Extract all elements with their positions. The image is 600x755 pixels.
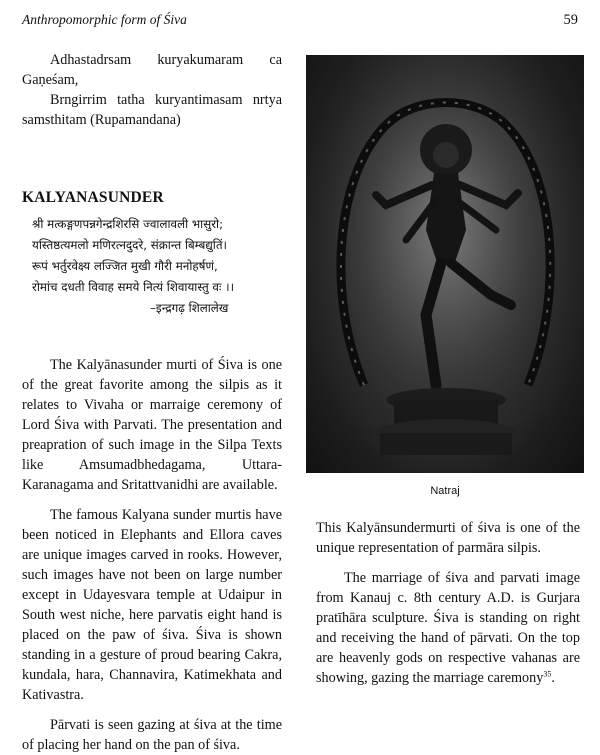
natraj-photo <box>306 55 584 473</box>
sanskrit-verse <box>22 214 282 319</box>
running-title: Anthropomorphic form of Śiva <box>22 12 187 27</box>
right-column <box>316 518 580 688</box>
verse-line: Brngirrim tatha kuryantimasam nrtya samsthitam (Rupamandana) <box>22 92 282 128</box>
verse-line: Adhastadrsam kuryakumaram ca Gaṇeśam, <box>22 52 282 88</box>
section-heading: KALYANASUNDER <box>22 189 164 206</box>
page-number: 59 <box>563 12 578 28</box>
paragraph-text: The marriage of śiva and parvati image from Kanauj c. 8th century A.D. is Gurjara pratīhāra sculpture. Śiva is standing on right and receiving the hand of pārvati. On the top are heavenly gods on respective vahanas are showing, gazing the marriage caremony <box>316 570 580 686</box>
body-paragraph: This Kalyānsundermurti of śiva is one of the unique representation of parmāra silpis. <box>316 520 580 556</box>
body-paragraph: The Kalyānasunder murti of Śiva is one of the great favorite among the silpis as it relates to Vivaha or marraige ceremony of Lord Śiva with Parvati. The presentation and preapration of such image in the Silpa Texts like Amsumadbhedagama, Uttara- Karanagama and Sritattvanidhi are available. <box>22 357 282 493</box>
sanskrit-line: रोमांच दधती विवाह समये नित्यं शिवायास्तु वः ।। <box>32 280 235 294</box>
figure-caption: Natraj <box>430 485 460 497</box>
sanskrit-line: श्री मत्कङ्गणपन्नगेन्द्रशिरसि ज्वालावली भासुरो; <box>32 217 224 231</box>
body-paragraph: The famous Kalyana sunder murtis have been noticed in Elephants and Ellora caves are unique images carved in rooks. However, such images have not been on large number except in Udayesvara temple at Udaipur in South west niche, here parvatis eight hand is placed on the paw of śiva. Śiva is shown standing in a gesture of proud bearing Cakra, kundala, hara, Channavira, Katimekhata and Kativastra. <box>22 507 282 703</box>
natraj-sculpture-image <box>306 55 584 473</box>
sanskrit-source: –इन्द्रगढ़ शिलालेख <box>150 301 229 315</box>
footnote-reference: 35 <box>543 669 552 679</box>
body-paragraph <box>316 568 580 688</box>
left-column <box>22 50 282 755</box>
paragraph-end: . <box>551 670 555 686</box>
sanskrit-line: यस्तिष्ठत्यमलो मणिरत्नदुदरे, संक्रान्त बिम्बद्युतिं। <box>32 238 228 252</box>
sanskrit-line: रूपं भर्तुरवेक्ष्य लज्जित मुखी गौरी मनोहर्षणं, <box>32 259 218 273</box>
body-paragraph: Pārvati is seen gazing at śiva at the time of placing her hand on the pan of śiva. <box>22 717 282 753</box>
